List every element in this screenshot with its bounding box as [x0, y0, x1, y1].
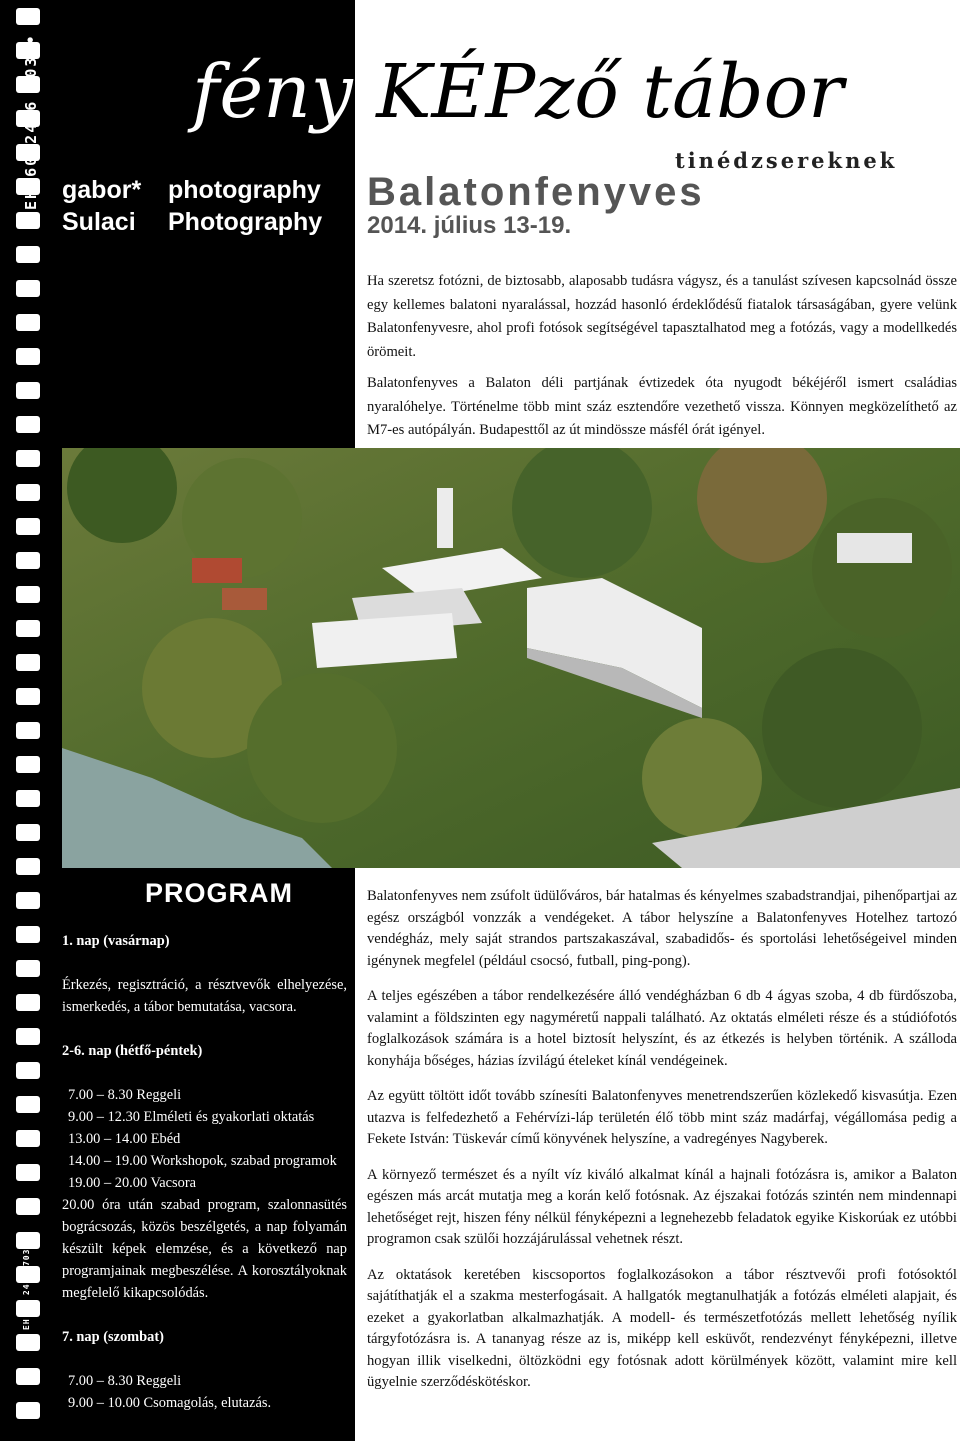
film-hole [16, 280, 40, 297]
page-title [192, 49, 844, 135]
schedule-item: 19.00 – 20.00 Vacsora [68, 1175, 197, 1191]
film-code-bottom: EH 60 2416 7039-2 [22, 1231, 31, 1330]
schedule-item: 13.00 – 14.00 Ebéd [68, 1131, 181, 1147]
title-part1: fény [192, 49, 353, 135]
body-paragraph-4: A környező természet és a nyílt víz kiváló alkalmat kínál a hajnali fotózásra is, amikor a Balaton egészen más arcát mutatja meg a korán kelő fotósnak. Az éjszakai fotózás szintén nem mindennapi lehetőséget rejt, hiszen fény nélkül fényképezni a legnehezebb feladatok egyike Kiskorúak ez utóbbi programon csak szülői hozzájárulással vehetnek részt. [367, 1166, 957, 1247]
film-hole [16, 1096, 40, 1113]
brand-sulaci: Sulaci [62, 208, 136, 236]
film-hole [16, 314, 40, 331]
schedule-item: 7.00 – 8.30 Reggeli [68, 1087, 182, 1103]
schedule-item: 14.00 – 19.00 Workshopok, szabad programok [68, 1153, 337, 1169]
film-hole [16, 1368, 40, 1385]
intro-paragraph-1: Ha szeretsz fotózni, de biztosabb, alaposabb tudásra vágysz, és a tanulást szívesen kapcsolnád össze egy kellemes balatoni nyaralással, hozzád hasonló érdeklődésű fiatalok társaságában, gyere velünk Balatonfenyvesre, ahol profi fotósok segítségével tapasztalhatod meg a fotózás, vagy a modellkedés örömeit. [367, 273, 957, 360]
film-code-top: EH 60 2416 7039• [22, 33, 40, 210]
aerial-hotel-photo [62, 448, 960, 868]
film-hole [16, 552, 40, 569]
film-hole [16, 654, 40, 671]
day1-heading: 1. nap (vasárnap) [62, 933, 170, 949]
program-section [62, 930, 347, 1414]
film-hole [16, 1334, 40, 1351]
day7-heading: 7. nap (szombat) [62, 1329, 164, 1345]
subtitle: tinédzsereknek [675, 148, 898, 173]
title-part2: KÉPző tábor [376, 49, 844, 135]
schedule-item: 7.00 – 8.30 Reggeli [68, 1373, 182, 1389]
brand-right-column [168, 174, 322, 238]
day1-text: Érkezés, regisztráció, a résztvevők elhelyezése, ismerkedés, a tábor bemutatása, vacsora. [62, 977, 347, 1015]
program-title: PROGRAM [145, 878, 293, 908]
film-hole [16, 484, 40, 501]
evening-program-text: 20.00 óra után szabad program, szalonnasütés bográcsozás, közös beszélgetés, a nap folyamán készült képek elemzése, és a következő nap programjainak megbeszélése. A korosztályoknak megfelelő kikapcsolódás. [62, 1197, 347, 1301]
film-hole [16, 1164, 40, 1181]
film-hole [16, 620, 40, 637]
film-hole [16, 382, 40, 399]
film-hole [16, 688, 40, 705]
brand-gabor: gabor* [62, 176, 142, 204]
body-paragraph-2: A teljes egészében a tábor rendelkezésére álló vendégházban 6 db 4 ágyas szoba, 4 db fürdőszoba, valamint a földszinten egy nagyméretű nappali található. Az oktatás elméleti része és a stúdiófotós foglalkozások számára is a hotel biztosít helyszínt, és az étkezés is helyben történik. A szálloda konyhája bőséges, házias ízvilágú ételeket kínál vendégeinek. [367, 988, 957, 1069]
day7-schedule [62, 1370, 347, 1414]
days2-6-heading: 2-6. nap (hétfő-péntek) [62, 1043, 203, 1059]
film-hole [16, 416, 40, 433]
film-hole [16, 1028, 40, 1045]
event-date: 2014. július 13-19. [367, 212, 572, 239]
film-hole [16, 348, 40, 365]
film-hole [16, 518, 40, 535]
film-hole [16, 790, 40, 807]
film-hole [16, 994, 40, 1011]
film-hole [16, 246, 40, 263]
film-hole [16, 586, 40, 603]
schedule-item: 9.00 – 10.00 Csomagolás, elutazás. [68, 1395, 272, 1411]
film-hole [16, 756, 40, 773]
body-paragraph-1: Balatonfenyves nem zsúfolt üdülőváros, bár hatalmas és kényelmes szabadstrandjai, pihenőpartjai az egész országból vonzzák a vendégeket. A tábor helyszíne a Balatonfenyves Hotelhez tartozó vendégház, mely saját strandos partszakaszával, szabadidős- és sportolási lehetőségeivel minden igénynek megfelel (például csocsó, futball, ping-pong). [367, 888, 957, 969]
weekday-schedule [62, 1084, 347, 1194]
brand-photography-1: photography [168, 176, 321, 204]
film-hole [16, 212, 40, 229]
film-hole [16, 722, 40, 739]
film-hole [16, 1062, 40, 1079]
brand-photography-2: Photography [168, 208, 323, 236]
brand-left-column [62, 174, 141, 238]
film-hole [16, 926, 40, 943]
film-hole [16, 1198, 40, 1215]
film-hole [16, 8, 40, 25]
location-title: Balatonfenyves [367, 170, 705, 214]
aerial-photo-illustration [62, 448, 960, 868]
intro-paragraph-2: Balatonfenyves a Balaton déli partjának évtizedek óta nyugodt békéjéről ismert családias nyaralóhelye. Történelme több mint száz esztendőre vezethető vissza. Könnyen megközelíthető az M7-es autópályán. Budapesttől az út mindössze másfél órát igényel. [367, 375, 957, 438]
film-hole [16, 858, 40, 875]
film-hole [16, 892, 40, 909]
description-column [367, 886, 957, 1408]
film-hole [16, 824, 40, 841]
film-hole [16, 450, 40, 467]
film-hole [16, 1130, 40, 1147]
film-hole [16, 1402, 40, 1419]
film-perforations [16, 0, 42, 1441]
schedule-item: 9.00 – 12.30 Elméleti és gyakorlati oktatás [68, 1109, 315, 1125]
film-hole [16, 960, 40, 977]
body-paragraph-3: Az együtt töltött időt tovább színesíti Balatonfenyves menetrendszerűen közlekedő kisvasútja. Ezen utazva is felfedezhető a Fehérvízi-láp területén élő több mint száz madárfaj, végállomása pedig a Fekete István: Tüskevár című könyvének helyszíne, a vadregényes Nagyberek. [367, 1088, 957, 1147]
body-paragraph-5: Az oktatások keretében kiscsoportos foglalkozásokon a tábor résztvevői profi fotósoktól sajátíthatják el a szakma mesterfogásait. A hallgatók megtanulhatják a fotózás elméleti alapjait, és ezeket a gyakorlatban alkalmazhatják. A modell- és természetfotózás mellett lehetőség nyílik tárgyfotózásra is. A tananyag része az is, miképp kell esküvőt, rendezvényt fényképezni, illetve hogyan illik viselkedni, öltözködni egy fotósnak adott körülmények között, valamint mire kell ügyelnie szerződéskötéskor. [367, 1266, 957, 1390]
